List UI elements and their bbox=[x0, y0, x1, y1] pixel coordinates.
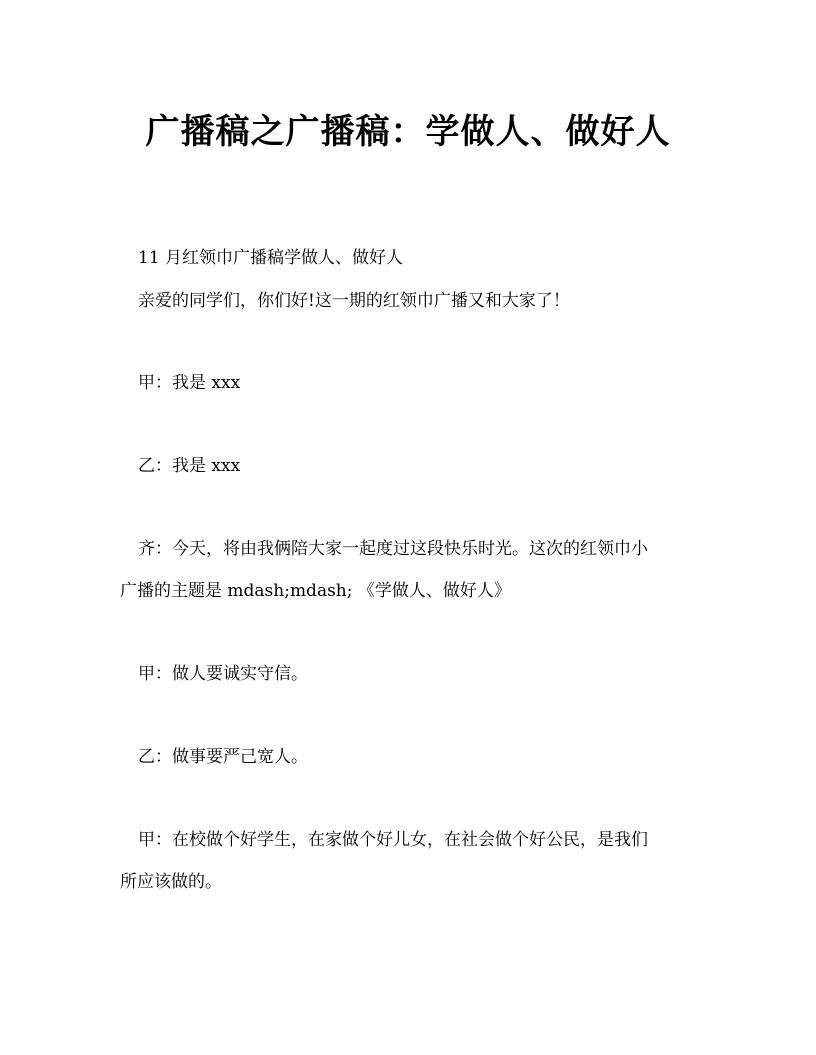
paragraph-together-line-1: 齐：今天，将由我俩陪大家一起度过这段快乐时光。这次的红领巾小 bbox=[138, 539, 648, 559]
paragraph-speaker-b-conduct: 乙：做事要严己宽人。 bbox=[138, 747, 308, 767]
paragraph-speaker-a-honesty: 甲：做人要诚实守信。 bbox=[138, 664, 308, 684]
paragraph-speaker-a-roles-line-2: 所应该做的。 bbox=[120, 872, 222, 892]
paragraph-speaker-b-intro: 乙：我是 xxx bbox=[138, 456, 241, 476]
paragraph-greeting: 亲爱的同学们，你们好!这一期的红领巾广播又和大家了！ bbox=[138, 291, 570, 311]
paragraph-speaker-a-roles-line-1: 甲：在校做个好学生，在家做个好儿女，在社会做个好公民，是我们 bbox=[138, 830, 648, 850]
document-title: 广播稿之广播稿：学做人、做好人 bbox=[145, 112, 671, 152]
paragraph-together-line-2: 广播的主题是 mdash;mdash; 《学做人、做好人》 bbox=[120, 581, 511, 601]
paragraph-speaker-a-intro: 甲：我是 xxx bbox=[138, 373, 241, 393]
paragraph-subtitle: 11 月红领巾广播稿学做人、做好人 bbox=[138, 248, 404, 268]
